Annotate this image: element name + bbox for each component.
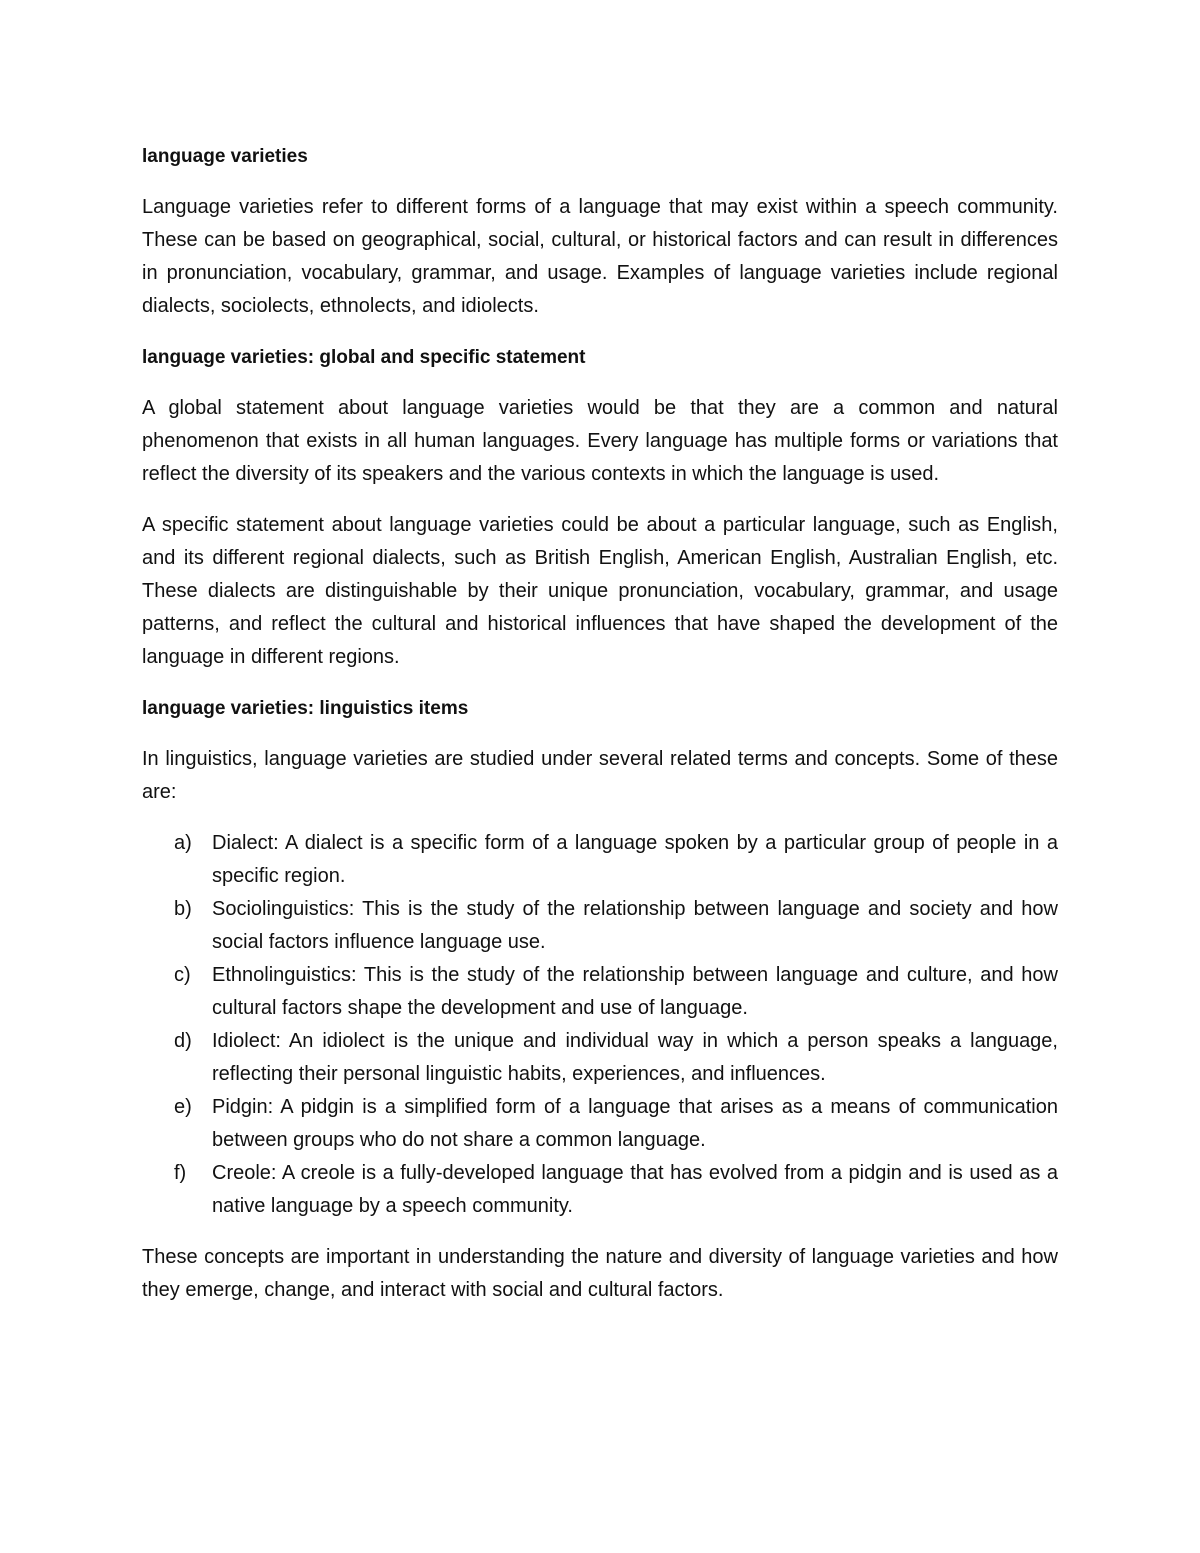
list-item-ethnolinguistics	[142, 959, 1058, 1025]
document-page	[142, 140, 1058, 1325]
list-marker: f)	[174, 1162, 187, 1184]
paragraph-linguistics-intro: In linguistics, language varieties are studied under several related terms and concepts. Some of these are:	[142, 748, 1058, 803]
section-heading-linguistics-items: language varieties: linguistics items	[142, 698, 469, 719]
list-marker: b)	[174, 898, 192, 920]
list-item-text: Sociolinguistics: This is the study of the relationship between language and society and how social factors influence language use.	[212, 898, 1058, 953]
list-item-text: Idiolect: An idiolect is the unique and individual way in which a person speaks a language, reflecting their personal linguistic habits, experiences, and influences.	[212, 1030, 1058, 1085]
list-marker: e)	[174, 1096, 192, 1118]
list-item-creole	[142, 1157, 1058, 1223]
list-marker: d)	[174, 1030, 192, 1052]
paragraph-global-statement: A global statement about language varieties would be that they are a common and natural phenomenon that exists in all human languages. Every language has multiple forms or variations that reflect the diversity of its speakers and the various contexts in which the language is used.	[142, 397, 1058, 485]
list-item-idiolect	[142, 1025, 1058, 1091]
list-marker: a)	[174, 832, 192, 854]
linguistics-terms-list	[142, 827, 1058, 1223]
list-item-text: Pidgin: A pidgin is a simplified form of a language that arises as a means of communication between groups who do not share a common language.	[212, 1096, 1058, 1151]
paragraph-specific-statement: A specific statement about language varieties could be about a particular language, such as English, and its different regional dialects, such as British English, American English, Australian English, etc. These dialects are distinguishable by their unique pronunciation, vocabulary, grammar, and usage patterns, and reflect the cultural and historical influences that have shaped the development of the language in different regions.	[142, 514, 1058, 668]
list-marker: c)	[174, 964, 191, 986]
list-item-text: Creole: A creole is a fully-developed language that has evolved from a pidgin and is used as a native language by a speech community.	[212, 1162, 1058, 1217]
list-item-pidgin	[142, 1091, 1058, 1157]
paragraph-closing: These concepts are important in understanding the nature and diversity of language varieties and how they emerge, change, and interact with social and cultural factors.	[142, 1246, 1058, 1301]
list-item-sociolinguistics	[142, 893, 1058, 959]
paragraph-definition: Language varieties refer to different forms of a language that may exist within a speech community. These can be based on geographical, social, cultural, or historical factors and can result in differences in pronunciation, vocabulary, grammar, and usage. Examples of language varieties include regional dialects, sociolects, ethnolects, and idiolects.	[142, 196, 1058, 317]
list-item-dialect	[142, 827, 1058, 893]
section-heading-language-varieties: language varieties	[142, 146, 308, 167]
list-item-text: Dialect: A dialect is a specific form of a language spoken by a particular group of people in a specific region.	[212, 832, 1058, 887]
list-item-text: Ethnolinguistics: This is the study of the relationship between language and culture, and how cultural factors shape the development and use of language.	[212, 964, 1058, 1019]
section-heading-global-specific: language varieties: global and specific statement	[142, 347, 586, 368]
